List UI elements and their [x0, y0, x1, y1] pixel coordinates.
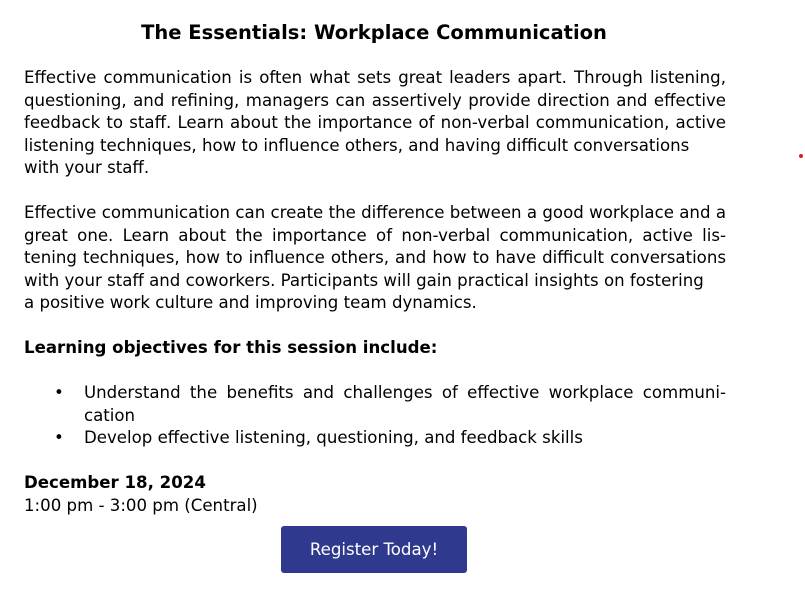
page-title: The Essentials: Workplace Communication	[141, 21, 607, 44]
objective-text: Understand the benefits and challenges of effective workplace communication	[84, 383, 726, 425]
detail-paragraph-last-line: a positive work culture and improving team dynamics.	[24, 293, 477, 312]
objectives-list	[24, 382, 726, 450]
list-item	[24, 427, 726, 450]
list-item	[24, 382, 726, 427]
event-time: 1:00 pm - 3:00 pm (Central)	[24, 495, 258, 515]
main-content	[24, 67, 726, 517]
event-date: December 18, 2024	[24, 473, 206, 492]
red-dot-marker	[799, 154, 803, 158]
objectives-heading: Learning objectives for this session include:	[24, 338, 438, 357]
objective-text: Develop effective listening, questioning, and feedback skills	[84, 428, 583, 447]
intro-paragraph	[24, 67, 726, 180]
register-button[interactable]: Register Today!	[281, 526, 467, 573]
bullet-icon: •	[54, 428, 64, 447]
intro-paragraph-last-line: with your staff.	[24, 158, 150, 177]
detail-paragraph	[24, 202, 726, 315]
bullet-icon: •	[54, 383, 64, 402]
intro-paragraph-text: Effective communication is often what sets great leaders apart. Through listening, questioning, and refining, managers can assertively provide direction and effective feedback to staff. Learn about the importance of non-verbal communication, active listening techniques, how to influence others, and having difficult conversations	[24, 68, 726, 155]
detail-paragraph-text: Effective communication can create the difference between a good workplace and a great one. Learn about the importance of non-verbal communication, active listening techniques, how to influence others, and how to have difficult conversations with your staff and coworkers. Participants will gain practical insights on fostering	[24, 203, 726, 290]
